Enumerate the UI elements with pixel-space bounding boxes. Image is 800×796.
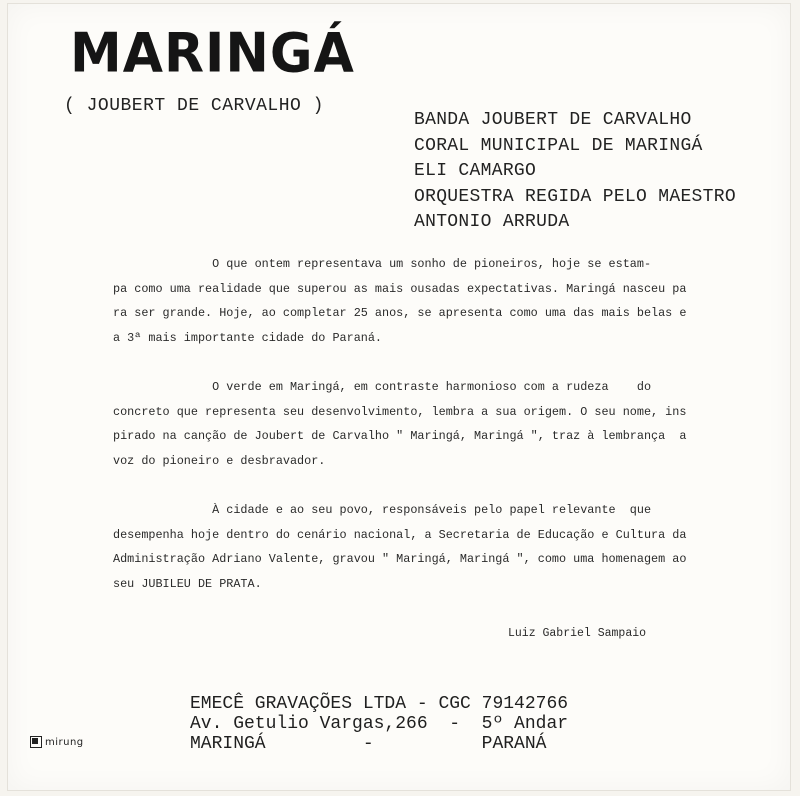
credit-line: ANTONIO ARRUDA bbox=[414, 212, 570, 232]
credit-line: ELI CAMARGO bbox=[414, 161, 537, 181]
text-line: a 3ª mais importante cidade do Paraná. bbox=[113, 330, 383, 345]
text-line: voz do pioneiro e desbravador. bbox=[113, 453, 326, 468]
text-line: Administração Adriano Valente, gravou " Maringá, Maringá ", como uma homenagem ao bbox=[113, 552, 687, 566]
address-line: Av. Getulio Vargas,266 - 5º Andar bbox=[190, 714, 569, 734]
text-line: À cidade e ao seu povo, responsáveis pelo papel relevante que bbox=[113, 503, 652, 517]
performer-credits bbox=[414, 108, 736, 236]
label-logo bbox=[30, 736, 84, 748]
author-signature: Luiz Gabriel Sampaio bbox=[508, 627, 647, 640]
label-logo-icon bbox=[30, 736, 42, 748]
publisher-address bbox=[190, 694, 568, 754]
address-line: EMECÊ GRAVAÇÕES LTDA - CGC 79142766 bbox=[190, 694, 569, 714]
label-logo-text: mirung bbox=[45, 736, 84, 748]
credit-line: ORQUESTRA REGIDA PELO MAESTRO bbox=[414, 186, 736, 207]
liner-notes bbox=[113, 252, 688, 621]
text-line: concreto que representa seu desenvolvimento, lembra a sua origem. O seu nome, ins bbox=[113, 404, 687, 419]
paragraph-3 bbox=[113, 498, 688, 596]
text-line: ra ser grande. Hoje, ao completar 25 anos, se apresenta como uma das mais belas e bbox=[113, 306, 687, 320]
text-line: desempenha hoje dentro do cenário nacional, a Secretaria de Educação e Cultura da bbox=[113, 527, 687, 542]
address-line: MARINGÁ - PARANÁ bbox=[190, 734, 547, 754]
composer-subtitle: ( JOUBERT DE CARVALHO ) bbox=[64, 96, 324, 116]
credit-line: BANDA JOUBERT DE CARVALHO bbox=[414, 110, 692, 130]
paragraph-2 bbox=[113, 375, 688, 473]
text-line: pa como uma realidade que superou as mais ousadas expectativas. Maringá nasceu pa bbox=[113, 281, 687, 296]
text-line: O verde em Maringá, em contraste harmonioso com a rudeza do bbox=[113, 380, 652, 394]
text-line: seu JUBILEU DE PRATA. bbox=[113, 576, 262, 591]
text-line: O que ontem representava um sonho de pioneiros, hoje se estam- bbox=[113, 257, 652, 271]
album-title: MARINGÁ bbox=[70, 22, 355, 85]
paragraph-1 bbox=[113, 252, 688, 350]
text-line: pirado na canção de Joubert de Carvalho " Maringá, Maringá ", traz à lembrança a bbox=[113, 429, 687, 443]
credit-line: CORAL MUNICIPAL DE MARINGÁ bbox=[414, 135, 703, 156]
